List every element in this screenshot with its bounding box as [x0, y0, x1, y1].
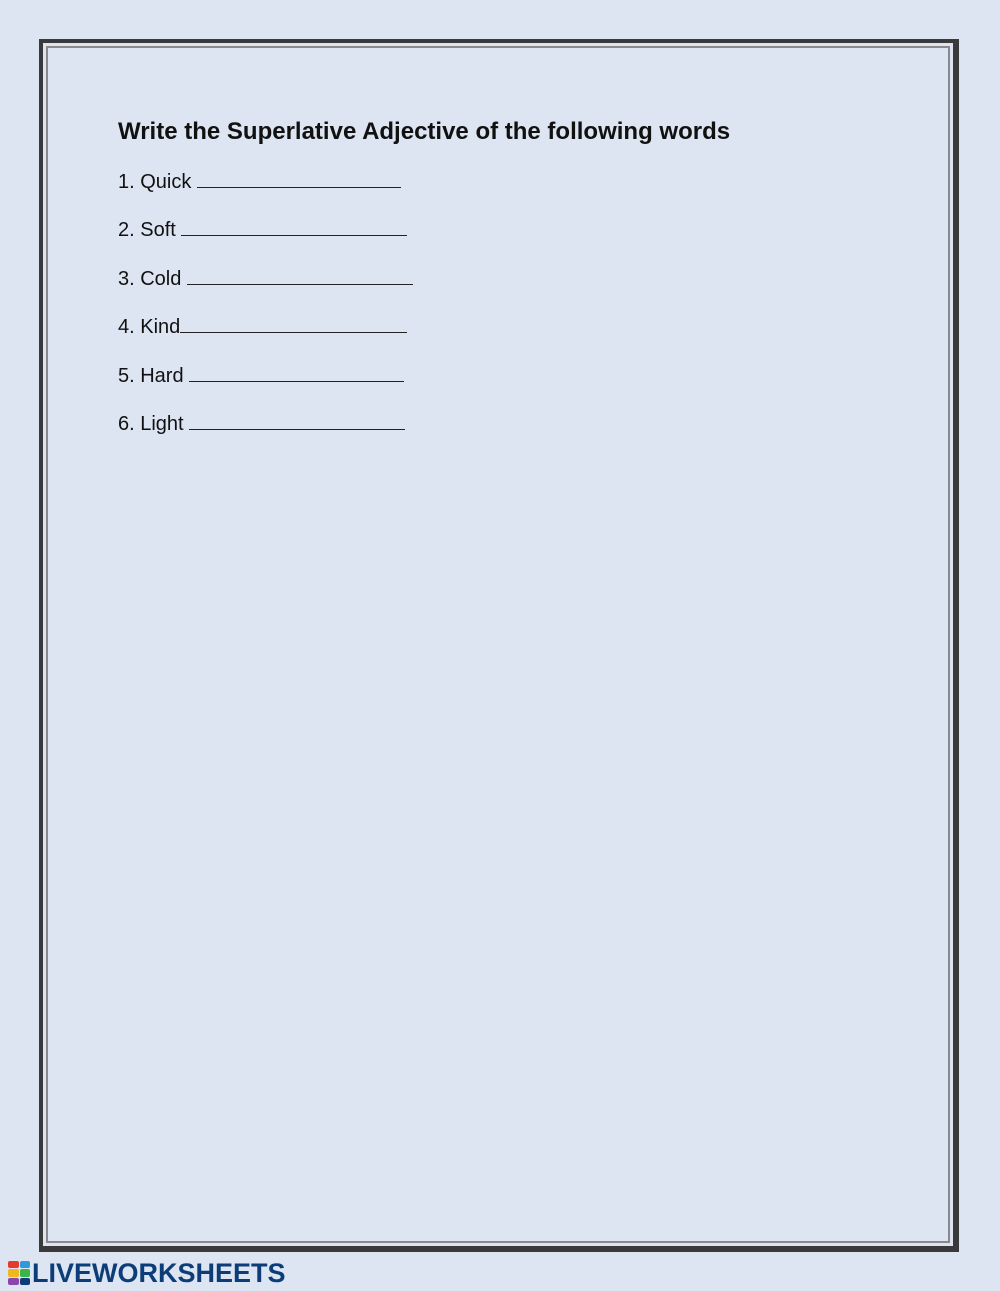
question-label: 6. Light [118, 412, 190, 435]
answer-blank[interactable] [180, 314, 407, 333]
question-label: 4. Kind [118, 316, 181, 339]
logo-block [20, 1278, 31, 1285]
worksheet-content [118, 118, 898, 458]
logo-block [8, 1261, 19, 1268]
question-label: 2. Soft [118, 219, 182, 242]
logo-block [20, 1269, 31, 1276]
question-item [118, 216, 898, 264]
liveworksheets-logo [8, 1258, 286, 1288]
answer-blank[interactable] [189, 411, 405, 430]
question-item [118, 410, 898, 458]
question-item [118, 313, 898, 361]
answer-blank[interactable] [187, 266, 413, 285]
question-label: 3. Cold [118, 267, 187, 290]
answer-blank[interactable] [197, 169, 401, 188]
question-item [118, 168, 898, 216]
logo-text: LIVEWORKSHEETS [32, 1257, 286, 1288]
question-list [118, 168, 898, 458]
question-label: 1. Quick [118, 171, 197, 193]
question-label: 5. Hard [118, 364, 190, 387]
worksheet-title: Write the Superlative Adjective of the following words [118, 118, 731, 145]
logo-block [8, 1269, 19, 1276]
logo-block [20, 1261, 31, 1268]
question-item [118, 362, 898, 410]
question-item [118, 265, 898, 313]
logo-mark-icon [8, 1261, 30, 1285]
answer-blank[interactable] [181, 217, 407, 236]
answer-blank[interactable] [189, 363, 404, 382]
logo-block [8, 1278, 19, 1285]
